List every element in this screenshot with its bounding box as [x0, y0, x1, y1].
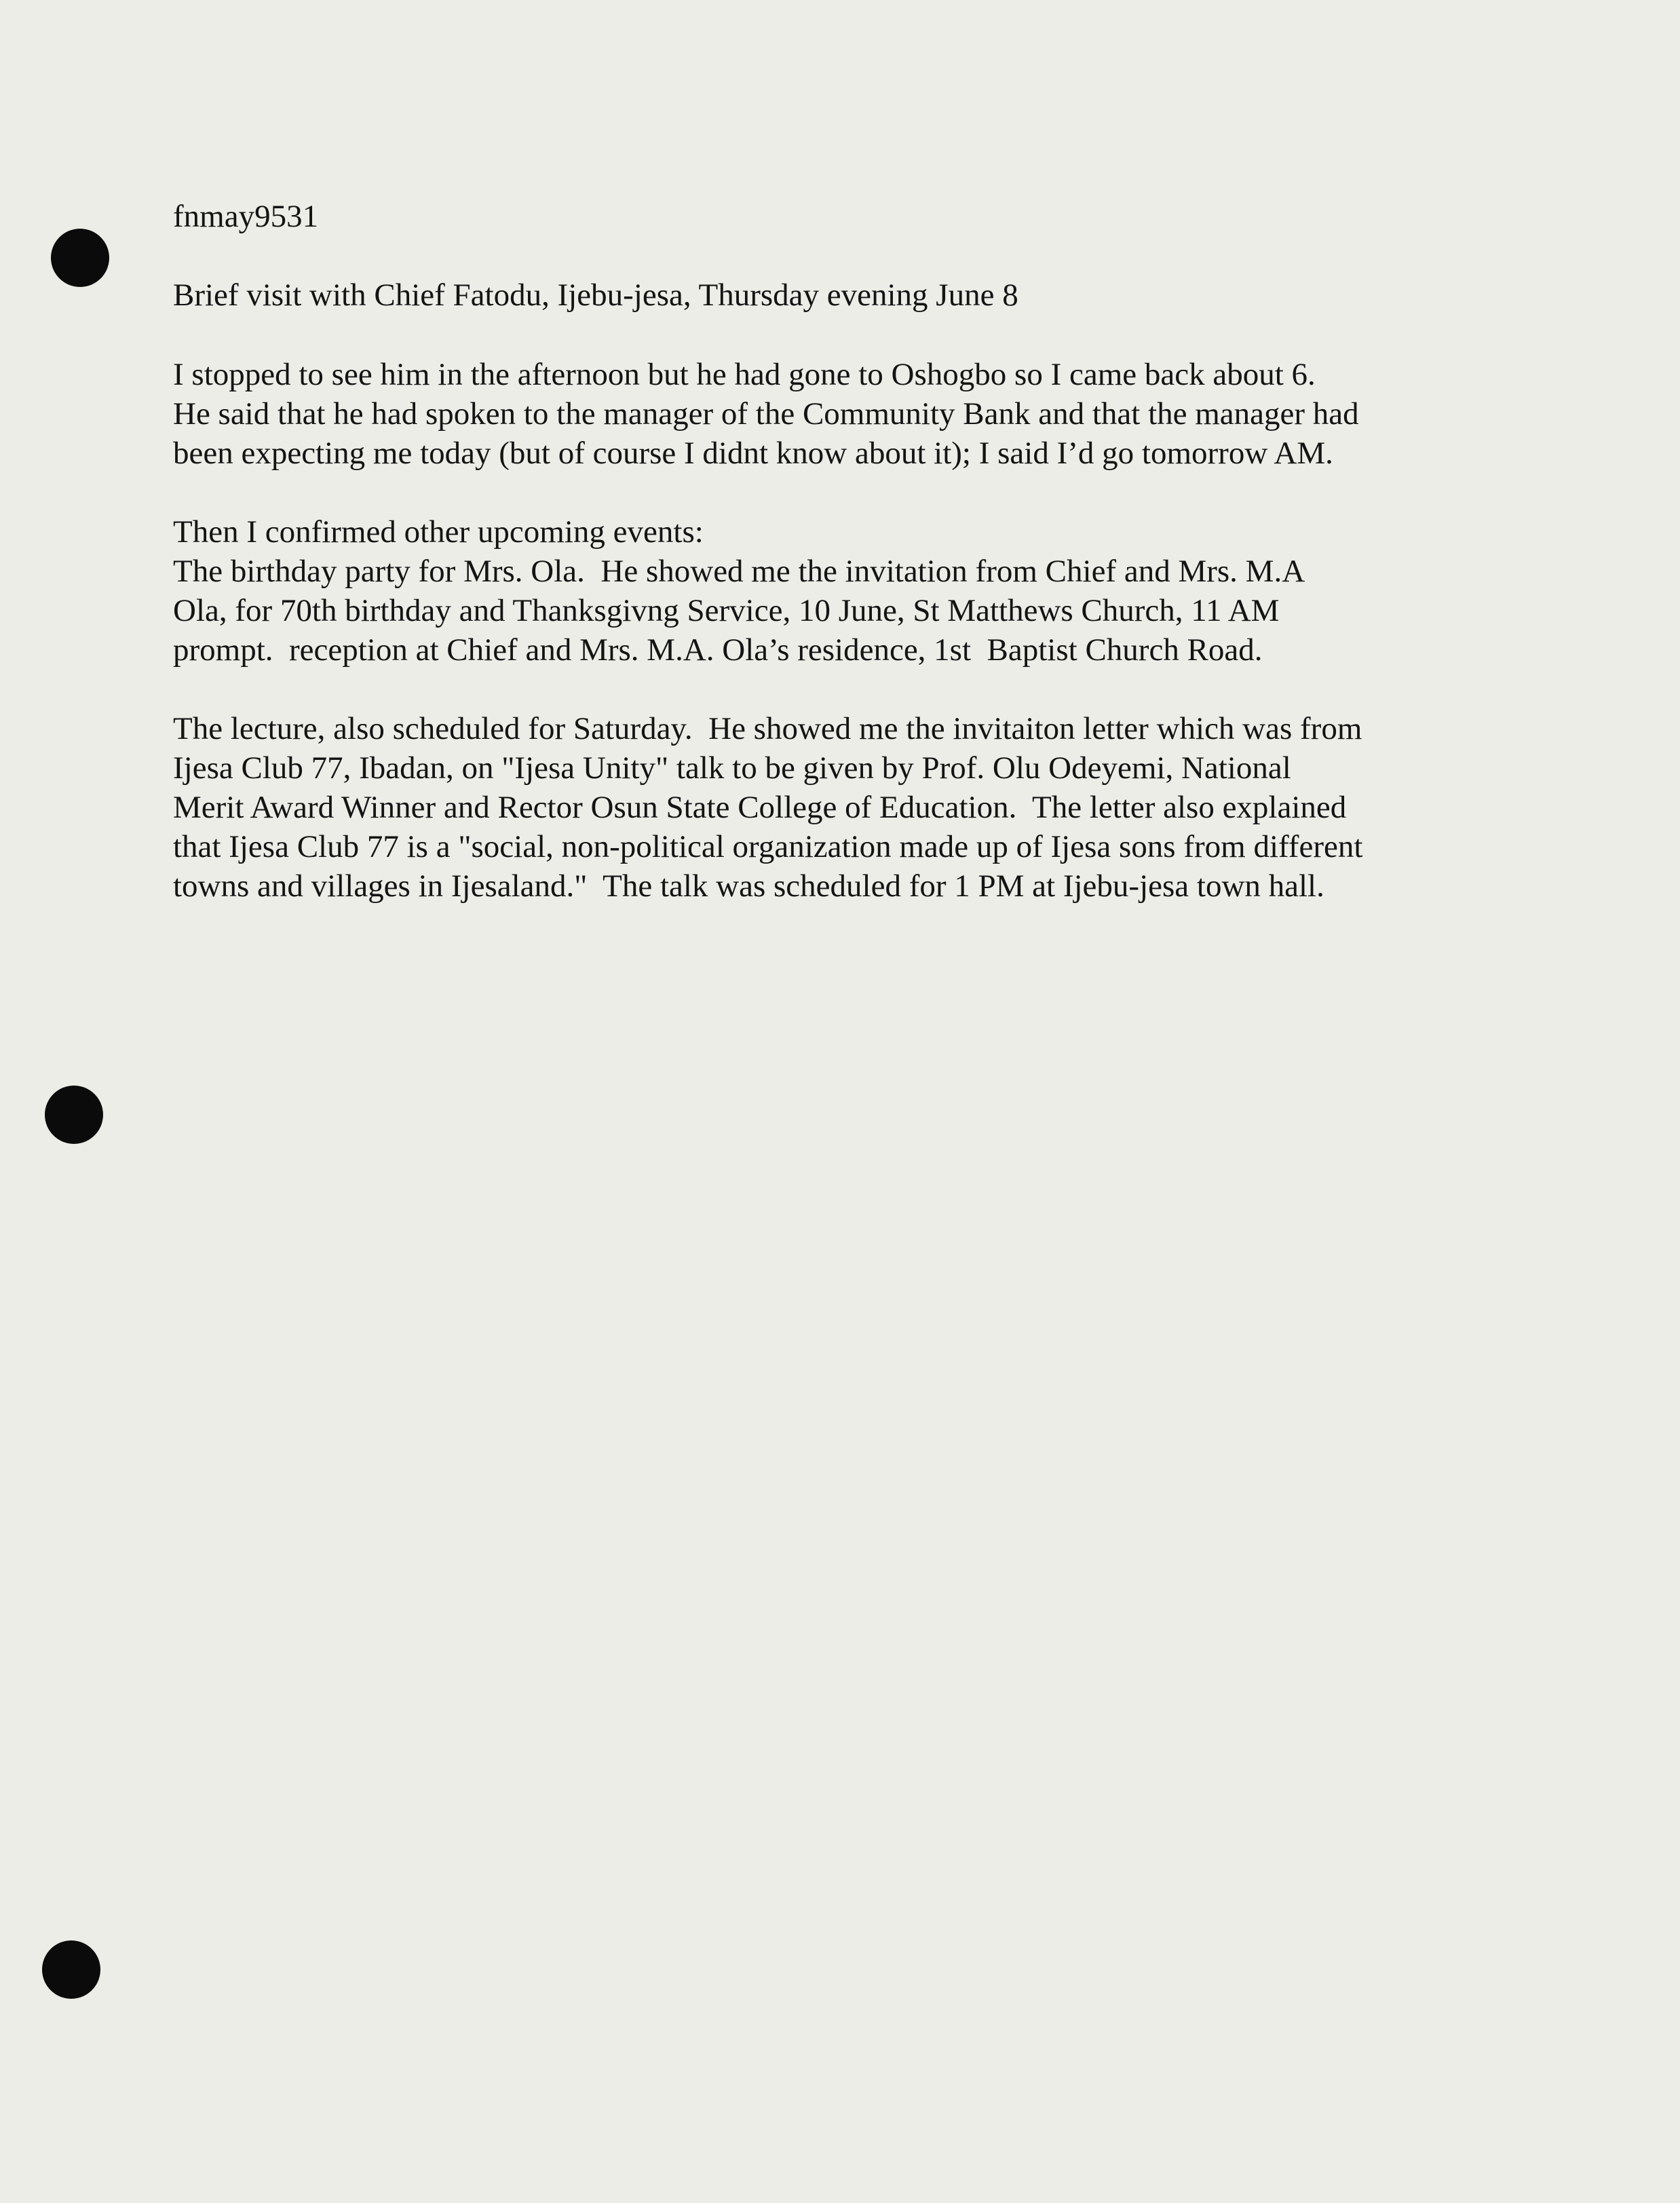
paragraph-line: Ola, for 70th birthday and Thanksgivng Service, 10 June, St Matthews Church, 11 AM: [173, 593, 1280, 628]
paragraph-line: that Ijesa Club 77 is a "social, non-political organization made up of Ijesa sons from different: [173, 829, 1363, 864]
paragraph-line: been expecting me today (but of course I didnt know about it); I said I’d go tomorrow AM.: [173, 436, 1333, 471]
paragraph-line: Merit Award Winner and Rector Osun State College of Education. The letter also explained: [173, 790, 1347, 825]
paragraph-line: towns and villages in Ijesaland." The talk was scheduled for 1 PM at Ijebu-jesa town hall.: [173, 868, 1324, 904]
punch-hole-top: [51, 229, 109, 287]
paragraph-line: I stopped to see him in the afternoon but he had gone to Oshogbo so I came back about 6.: [173, 357, 1316, 392]
punch-hole-middle: [45, 1086, 103, 1144]
punch-hole-bottom: [42, 1940, 100, 1999]
paragraph-line: Ijesa Club 77, Ibadan, on "Ijesa Unity" talk to be given by Prof. Olu Odeyemi, National: [173, 750, 1291, 786]
paragraph-line: The lecture, also scheduled for Saturday. He showed me the invitaiton letter which was from: [173, 711, 1362, 746]
document-title: Brief visit with Chief Fatodu, Ijebu-jesa, Thursday evening June 8: [173, 277, 1018, 313]
file-id: fnmay9531: [173, 199, 319, 234]
paragraph-line: prompt. reception at Chief and Mrs. M.A. Ola’s residence, 1st Baptist Church Road.: [173, 632, 1263, 668]
paragraph-line: The birthday party for Mrs. Ola. He showed me the invitation from Chief and Mrs. M.A: [173, 554, 1305, 589]
paragraph-line: Then I confirmed other upcoming events:: [173, 514, 704, 550]
paragraph-line: He said that he had spoken to the manager of the Community Bank and that the manager had: [173, 396, 1359, 432]
